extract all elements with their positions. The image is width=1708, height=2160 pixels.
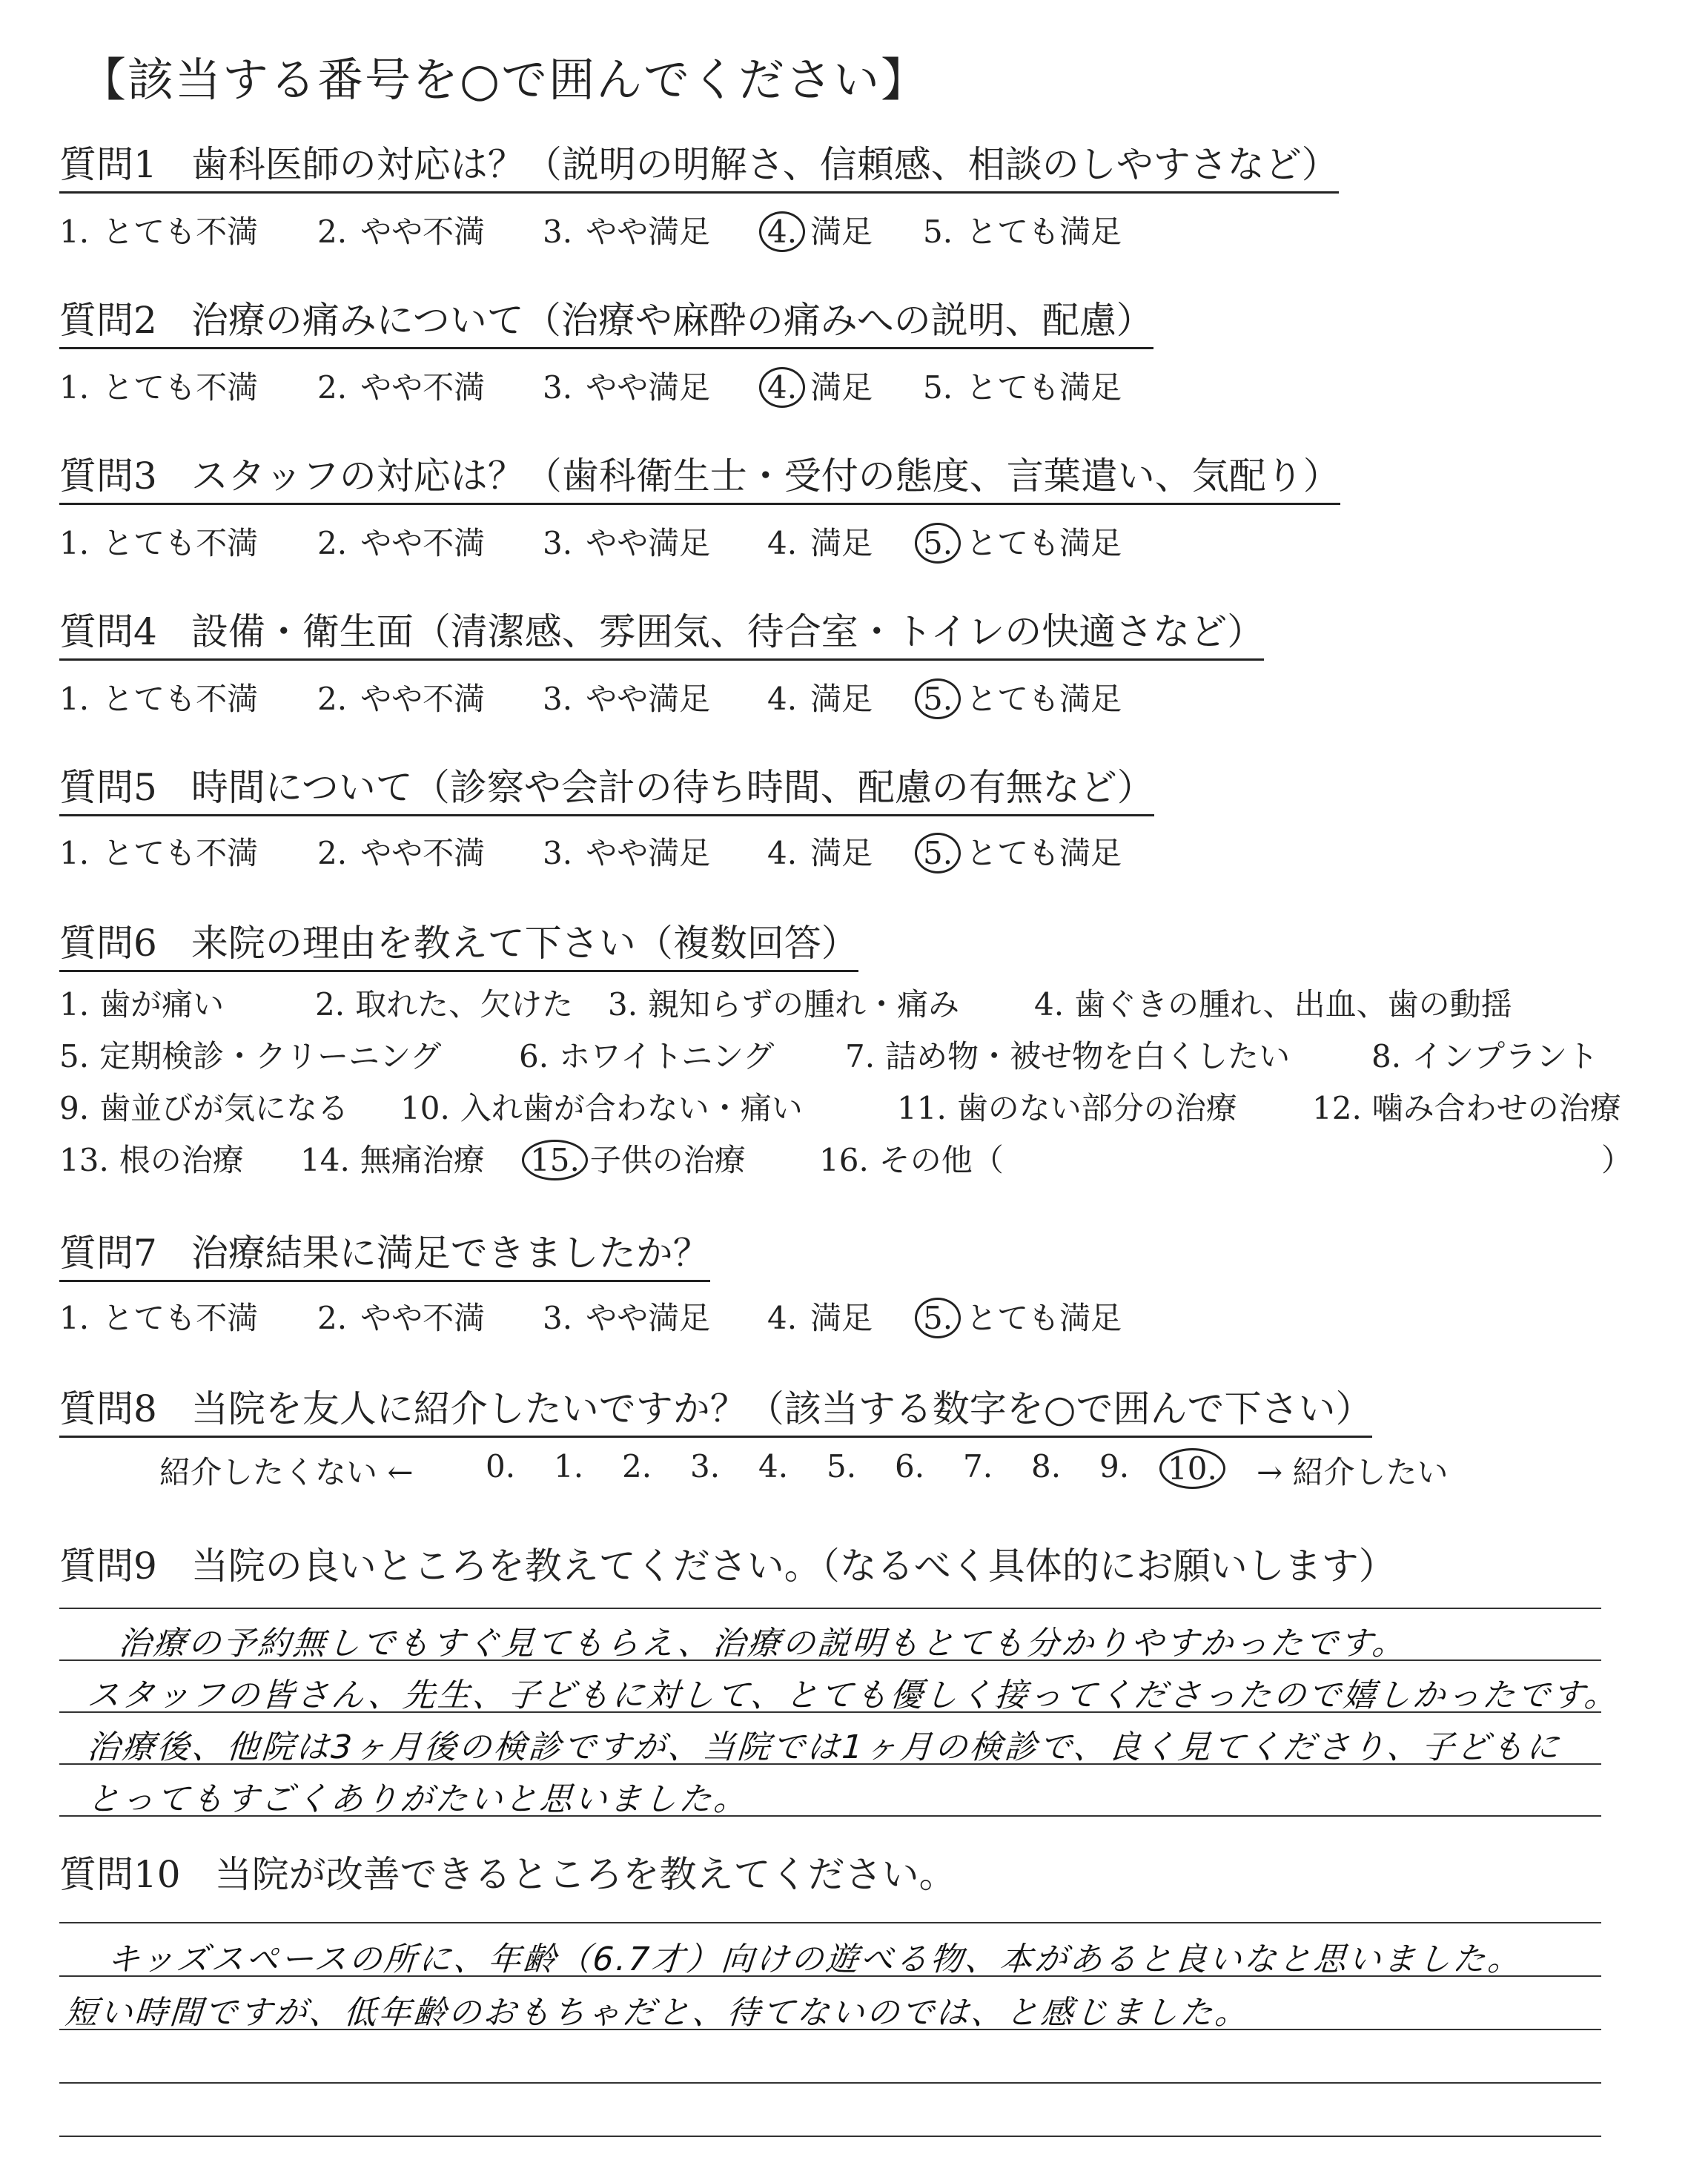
question-text: 歯科医師の対応は？（説明の明解さ、信頼感、相談のしやすさなど） [191,143,1339,186]
option-label: その他（ [878,1142,1004,1178]
option-number: 2. [317,214,348,250]
option-number: 5. [915,523,961,564]
option-number: 4. [767,681,798,717]
handwritten-answer-line: 短い時間ですが、低年齢のおもちゃだと、待てないのでは、と感じました。 [63,1994,1251,2032]
handwritten-answer-line: キッズスペースの所に、年齢（6.7才）向けの遊べる物、本があると良いなと思いました。 [105,1941,1524,1978]
scale-value[interactable] [1031,1448,1061,1484]
question-7 [59,1229,710,1282]
answer-rule [59,2082,1601,2084]
option-number: 1. [59,525,90,561]
option[interactable] [317,363,485,408]
option[interactable] [315,980,573,1025]
question-5 [59,764,1154,816]
option-number: 2. [315,986,345,1023]
option-label: やや不満 [360,835,486,871]
option-number: 4. [767,1300,798,1336]
question-number: 質問6 [59,922,157,965]
option-number: 4. [759,211,805,252]
question-text: 治療結果に満足できましたか？ [191,1232,710,1275]
handwritten-answer-line: スタッフの皆さん、先生、子どもに対して、とても優しく接ってくださったので嬉しかったです。 [85,1677,1621,1714]
option-number: 5. [915,833,961,873]
scale-number: 0. [486,1448,516,1484]
option-label: 満足 [810,214,873,250]
option[interactable] [543,519,710,564]
option-label: やや満足 [586,214,711,250]
scale-value[interactable] [554,1448,583,1484]
option[interactable] [59,829,258,873]
option-label: とても満足 [966,681,1122,717]
question-text: 来院の理由を教えて下さい（複数回答） [191,922,858,965]
option-label: 歯ぐきの腫れ、出血、歯の動揺 [1074,986,1512,1023]
option[interactable] [543,1294,710,1338]
scale-value-selected[interactable] [1168,1448,1217,1489]
option-number: 1. [59,986,90,1023]
option-label: やや不満 [360,214,486,250]
option-label: やや満足 [586,1300,711,1336]
option-label: 無痛治療 [360,1142,485,1178]
option-number: 7. [845,1038,875,1074]
option-label: 満足 [810,835,873,871]
option-label: 満足 [810,681,873,717]
option-number: 1. [59,1300,90,1336]
option-number: 13. [59,1142,109,1178]
question-10 [59,1851,956,1901]
question-text: 設備・衛生面（清潔感、雰囲気、待合室・トイレの快適さなど） [191,610,1265,653]
option[interactable] [608,980,959,1025]
option-label: とても不満 [102,525,259,561]
scale-number: 10. [1159,1448,1225,1489]
question-text: スタッフの対応は？（歯科衛生士・受付の態度、言葉遣い、気配り） [191,455,1340,498]
option-number: 6. [519,1038,549,1074]
option-label: 歯のない部分の治療 [956,1090,1237,1126]
option-number: 3. [543,681,573,717]
scale-number: 1. [554,1448,584,1484]
option-number: 10. [400,1090,450,1126]
option[interactable] [1371,1032,1598,1077]
question-4 [59,608,1264,661]
option-selected[interactable] [923,519,1122,564]
option[interactable] [59,1032,441,1077]
question-number: 質問10 [59,1853,181,1896]
scale-value[interactable] [690,1448,720,1484]
option[interactable] [317,208,485,252]
option-label: とても不満 [102,681,259,717]
option-number: 5. [923,369,953,406]
question-number: 質問5 [59,766,157,809]
option-number: 11. [897,1090,947,1126]
option-selected[interactable] [923,675,1122,719]
scale-value[interactable] [758,1448,788,1484]
option-label: 歯が痛い [99,986,225,1023]
question-number: 質問8 [59,1387,157,1430]
option[interactable] [519,1032,774,1077]
handwritten-answer-line: 治療の予約無しでもすぐ見てもらえ、治療の説明もとても分かりやすかったです。 [116,1625,1409,1662]
option-label: 入れ歯が合わない・痛い [460,1090,803,1126]
option-label: 取れた、欠けた [355,986,574,1023]
question-number: 質問9 [59,1545,157,1588]
option-number: 4. [767,835,798,871]
answer-rule [59,1608,1601,1609]
option-label: 満足 [810,1300,873,1336]
question-text: 治療の痛みについて（治療や麻酔の痛みへの説明、配慮） [191,299,1153,342]
answer-rule [59,1922,1601,1923]
option-label: 噛み合わせの治療 [1371,1090,1621,1126]
scale-value[interactable] [1099,1448,1129,1484]
option[interactable] [59,1136,244,1180]
option-selected[interactable] [530,1136,746,1180]
page-title: 【該当する番号を○で囲んでください】 [80,53,929,107]
option-number: 1. [59,835,90,871]
question-1 [59,141,1339,194]
option-label: とても不満 [102,369,259,406]
option-number: 4. [767,525,798,561]
option-label: とても不満 [102,835,259,871]
option[interactable] [59,1294,258,1338]
option[interactable] [59,1084,348,1129]
option[interactable] [767,1294,873,1338]
option-number: 16. [819,1142,869,1178]
question-number: 質問3 [59,455,157,498]
question-text: 当院が改善できるところを教えてください。 [214,1853,956,1896]
option-label: ホワイトニング [559,1038,775,1074]
scale-number: 6. [895,1448,925,1484]
option[interactable] [543,829,710,873]
other-close-paren: ） [1601,1142,1633,1178]
option-number: 2. [317,525,348,561]
option-label: 詰め物・被せ物を白くしたい [885,1038,1291,1074]
option-label: とても満足 [966,835,1122,871]
option-number: 1. [59,369,90,406]
question-6 [59,919,858,972]
option-label: 子供の治療 [589,1142,746,1178]
option-number: 14. [300,1142,350,1178]
option-number: 9. [59,1090,90,1126]
option-selected[interactable] [767,208,873,252]
option-label: やや不満 [360,369,486,406]
option-label: 満足 [810,525,873,561]
question-text: 当院を友人に紹介したいですか？（該当する数字を○で囲んで下さい） [191,1387,1373,1430]
scale-value[interactable] [622,1448,652,1484]
option-selected[interactable] [923,829,1122,873]
option[interactable] [845,1032,1290,1077]
option-label: やや満足 [586,835,711,871]
option-label: やや満足 [586,369,711,406]
option-label: 満足 [810,369,873,406]
option-label: やや不満 [360,681,486,717]
option[interactable] [317,519,485,564]
scale-number: 5. [827,1448,857,1484]
question-2 [59,297,1153,349]
option-number: 5. [915,678,961,719]
option[interactable] [767,675,873,719]
option-number: 4. [1034,986,1065,1023]
option-number: 5. [59,1038,90,1074]
option-label: とても満足 [966,525,1122,561]
option-number: 4. [759,367,805,408]
option-number: 2. [317,1300,348,1336]
option-label: 歯並びが気になる [99,1090,349,1126]
option[interactable] [543,675,710,719]
question-3 [59,452,1340,505]
option[interactable] [543,208,710,252]
scale-value[interactable] [827,1448,856,1484]
option-label: 親知らずの腫れ・痛み [648,986,960,1023]
option[interactable] [767,829,873,873]
option[interactable] [767,519,873,564]
scale-number: 7. [963,1448,993,1484]
option-number: 1. [59,681,90,717]
option[interactable] [897,1084,1237,1129]
option[interactable] [923,208,1122,252]
option-number: 2. [317,369,348,406]
question-number: 質問1 [59,143,157,186]
option-label: とても満足 [966,214,1122,250]
option[interactable] [923,363,1122,408]
question-number: 質問4 [59,610,157,653]
option-number: 5. [923,214,953,250]
option-number: 3. [543,835,573,871]
option-number: 1. [59,214,90,250]
option[interactable] [59,980,224,1025]
option-label: やや満足 [586,681,711,717]
option[interactable] [543,363,710,408]
scale-left-label: 紹介したくない ← [159,1454,414,1490]
option[interactable] [300,1136,485,1180]
question-text: 時間について（診察や会計の待ち時間、配慮の有無など） [191,766,1154,809]
scale-number: 9. [1099,1448,1130,1484]
option-label: やや不満 [360,1300,486,1336]
option[interactable] [59,208,258,252]
scale-number: 4. [758,1448,789,1484]
option-label: とても不満 [102,1300,259,1336]
option-number: 3. [543,369,573,406]
option[interactable] [400,1084,803,1129]
handwritten-answer-line: とってもすごくありがたいと思いました。 [85,1780,750,1818]
option[interactable] [59,519,258,564]
option-selected[interactable] [923,1294,1122,1338]
question-9 [59,1542,1396,1593]
option[interactable] [1034,980,1512,1025]
answer-rule [59,2136,1601,2137]
question-number: 質問2 [59,299,157,342]
option-number: 2. [317,681,348,717]
scale-number: 2. [622,1448,652,1484]
option[interactable] [1312,1084,1621,1129]
option[interactable] [317,675,485,719]
option-label: 根の治療 [119,1142,244,1178]
scale-value[interactable] [963,1448,993,1484]
scale-number: 3. [690,1448,721,1484]
option-number: 12. [1312,1090,1362,1126]
option-number: 3. [543,1300,573,1336]
option-number: 8. [1371,1038,1402,1074]
option-number: 3. [543,525,573,561]
question-text: 当院の良いところを教えてください。（なるべく具体的にお願いします） [191,1545,1396,1588]
scale-value[interactable] [486,1448,515,1484]
option-label: とても不満 [102,214,259,250]
option[interactable] [59,675,258,719]
option-label: とても満足 [966,1300,1122,1336]
question-number: 質問7 [59,1232,157,1275]
scale-number: 8. [1031,1448,1062,1484]
scale-value[interactable] [895,1448,924,1484]
option-label: 定期検診・クリーニング [99,1038,442,1074]
option-label: とても満足 [966,369,1122,406]
option-label: やや不満 [360,525,486,561]
handwritten-answer-line: 治療後、他院は3ヶ月後の検診ですが、当院では1ヶ月の検診で、良く見てくださり、子どもに [85,1728,1563,1766]
option[interactable] [59,363,258,408]
option-label: インプラント [1411,1038,1599,1074]
option-selected[interactable] [767,363,873,408]
option-label: やや満足 [586,525,711,561]
option[interactable] [317,829,485,873]
option[interactable] [317,1294,485,1338]
scale-right-label: → 紹介したい [1257,1454,1449,1490]
option-number: 5. [915,1298,961,1338]
option[interactable] [819,1136,1004,1180]
option-number: 3. [543,214,573,250]
option-number: 3. [608,986,638,1023]
question-8 [59,1385,1372,1438]
option-number: 15. [522,1140,588,1180]
option-number: 2. [317,835,348,871]
